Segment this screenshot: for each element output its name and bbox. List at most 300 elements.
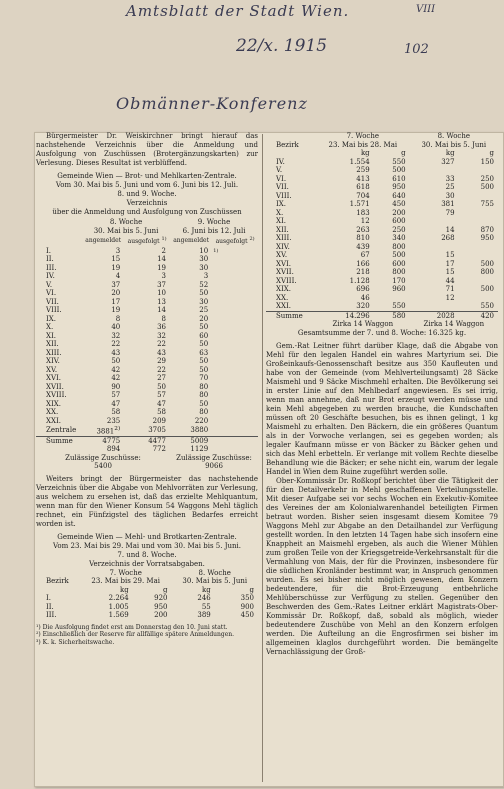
supply-row bbox=[266, 260, 498, 269]
row-label: XIII. bbox=[46, 348, 62, 357]
week8-header: 8. Woche bbox=[109, 218, 143, 226]
cell: 63 bbox=[199, 348, 209, 357]
section2-range: Vom 23. Mai bis 29. Mai und vom 30. Mai bis 5. Juni. bbox=[53, 541, 241, 550]
cell: 166 bbox=[356, 259, 370, 268]
cell bbox=[212, 391, 258, 400]
cell: 8 bbox=[161, 314, 167, 323]
rosskopf-paragraph: Ober-Kommissär Dr. Roßkopf berichtet über die Tätigkeit der für den Detailverkehr in Mehl geschaffenen Verteilungsstelle. Mit dieser Aufgabe sei vor sechs Wochen ein Exekutiv-Komitee des Vereines der am Kolonialwarenhandel beteiligten Firmen betraut worden. Bisher seien insgesamt diesem Komitee 79 Waggons Mehl zur Abgabe an den Detailhandel zur Verfügung gestellt worden. In den letzten 14 Tagen habe sich insofern eine Knappheit an Maismehl ergeben, als auch die Wiener Mühlen zum großen Teile von der Kriegsgetreide-Verkehrsanstalt für die Vermahlung von Mais, der für die Provinzen, insbesondere für die südlichen Kronländer bestimmt war, in Anspruch genommen wurden. Es sei bisher nicht möglich gewesen, dem Konzern bedeutendere, für die Brot-Erzeugung entbehrliche Mehlüberschüsse zur Verfügung zu stellen. Gegenüber den Beschwerden des Gem.-Rates Leitner erklärt Magistrats-Ober-Kommissär Dr. Roßkopf, daß, sobald als möglich, wieder bedeutendere Zuschübe von Mehl an den Konzern erfolgen werden. Die Aufteilung an die Engrosfirmen sei bisher im allgemeinen klaglos durchgeführt worden. Die bemängelte Vernachlässigung der Groß- bbox=[266, 476, 498, 656]
cell: 800 bbox=[392, 242, 406, 251]
cell bbox=[212, 323, 258, 332]
cell: 70 bbox=[199, 374, 209, 382]
intro-paragraph: Bürgermeister Dr. Weiskirchner bringt hierauf das nachstehende Verzeichnis über die Anmeldung und Ausfolgung von Zuschüssen (Brotergänzungskarten) zur Verlesung. Dieses Resultat ist verblüffend. bbox=[36, 132, 258, 167]
footnote-3: ³) K. k. Sicherheitswache. bbox=[36, 638, 115, 646]
cell: 25 bbox=[199, 306, 209, 314]
cell bbox=[212, 366, 258, 375]
cell: 14 bbox=[157, 306, 167, 314]
supply-row bbox=[266, 192, 498, 201]
cell: 235 bbox=[106, 416, 121, 425]
list-title: Verzeichnis bbox=[126, 199, 168, 207]
cell: 381 bbox=[441, 200, 455, 208]
supply-row bbox=[266, 294, 498, 303]
supply-table-right: 7. Woche 8. Woche Bezirk 23. Mai bis 28. Mai 30. Mai bis 5. Juni kg g kg g IV. 1.554 550 327 150 V. 259 500 VI. 413 610 33 250 VII. 618 950 25 500 VIII. 704 640 30 IX. 1.571 450 381 755 X. 183 200 79 XI. 12 600 XII. 263 250 14 870 XIII. 810 340 268 950 XIV. 439 800 XV. 67 500 15 XVI. 166 600 17 500 XVII. 218 800 15 800 XVIII. 1.128 170 44 XIX. 696 960 71 500 XX. 46 12 XXI. 320 550 550 Summe 14.296 580 2028 420 Zirka 14 Waggon Zirka 14 Waggon bbox=[266, 132, 498, 329]
cell: 79 bbox=[445, 208, 455, 217]
cell: 50 bbox=[111, 357, 121, 365]
cell: 209 bbox=[152, 416, 167, 425]
cell bbox=[459, 192, 498, 201]
allowance-table-body bbox=[36, 247, 258, 437]
cell: 17 bbox=[445, 259, 455, 268]
cell: 450 bbox=[392, 200, 406, 208]
cell bbox=[410, 302, 459, 311]
handwritten-date: 22/x. 1915 bbox=[236, 36, 328, 56]
row-label: IX. bbox=[46, 314, 56, 323]
supply-table-left-body bbox=[36, 594, 258, 620]
cell: 12 bbox=[445, 293, 455, 302]
row-label: XII. bbox=[276, 225, 289, 234]
cell bbox=[212, 425, 258, 436]
allowance-row bbox=[36, 306, 258, 315]
cell bbox=[212, 349, 258, 358]
supply-row bbox=[266, 243, 498, 252]
cell bbox=[459, 294, 498, 303]
handwritten-issue: VIII bbox=[416, 4, 436, 15]
cell: 50 bbox=[199, 340, 209, 348]
row-label: VIII. bbox=[276, 191, 292, 200]
cell: 17 bbox=[111, 297, 121, 306]
cell: 250 bbox=[480, 174, 494, 183]
cell: 263 bbox=[356, 225, 370, 234]
cell: 500 bbox=[392, 166, 406, 174]
col-angemeldet-2: angemeldet bbox=[173, 236, 210, 244]
cell: 2.264 bbox=[108, 594, 129, 603]
row-label: XXI. bbox=[276, 302, 291, 310]
cell: 15 bbox=[445, 251, 455, 259]
cell: 1.571 bbox=[349, 200, 370, 208]
cell: 550 bbox=[480, 302, 494, 310]
row-label: XVI. bbox=[276, 259, 292, 268]
cell: 14 bbox=[445, 225, 455, 234]
cell: 800 bbox=[480, 268, 494, 276]
allowance-row bbox=[36, 281, 258, 290]
cell bbox=[212, 298, 258, 307]
cell: 43 bbox=[111, 348, 121, 357]
cell bbox=[212, 264, 258, 273]
allowance-row bbox=[36, 298, 258, 307]
second-paragraph: Weiters bringt der Bürgermeister das nachstehende Verzeichnis über die Abgabe von Mehlvorräten zur Verlesung, aus welchem zu ersehen ist, daß das erzielte Mehlquantum, wenn man für den Wiener Konsum 54 Waggons Mehl täglich rechnet, ein Fünfzigstel des täglichen Bedarfes erreicht worden ist. bbox=[36, 474, 258, 528]
row-label: XI. bbox=[46, 331, 56, 340]
supply-row bbox=[266, 251, 498, 260]
allowance-row bbox=[36, 264, 258, 273]
cell: 500 bbox=[392, 251, 406, 259]
supply-row bbox=[36, 594, 258, 603]
cell bbox=[212, 383, 258, 392]
row-label: XVII. bbox=[276, 268, 294, 276]
cell: 320 bbox=[356, 302, 370, 310]
cell bbox=[459, 251, 498, 260]
cell: 183 bbox=[356, 208, 370, 217]
cell: 30 bbox=[199, 297, 209, 306]
cell: 47 bbox=[157, 399, 167, 408]
cell: 250 bbox=[392, 225, 406, 234]
allowance-row bbox=[36, 417, 258, 426]
allowance-row bbox=[36, 383, 258, 392]
supply-row bbox=[266, 166, 498, 175]
cell: 1.554 bbox=[349, 157, 370, 166]
cell: 42 bbox=[111, 365, 121, 374]
cell: 200 bbox=[392, 208, 406, 217]
cell bbox=[410, 243, 459, 252]
cell: 50 bbox=[199, 323, 209, 331]
cell: 220 bbox=[194, 416, 209, 425]
cell: 246 bbox=[197, 594, 211, 603]
list-subtitle: über die Anmeldung und Ausfolgung von Zuschüssen bbox=[52, 208, 242, 216]
row-label: XVII. bbox=[46, 382, 64, 391]
supply-row bbox=[266, 268, 498, 277]
cell: 57 bbox=[157, 391, 167, 399]
cell: 4 bbox=[115, 272, 121, 280]
cell: 58 bbox=[111, 408, 121, 416]
cell bbox=[212, 357, 258, 366]
cell: 30 bbox=[199, 263, 209, 272]
cell: 43 bbox=[157, 348, 167, 357]
cell: 33 bbox=[445, 174, 455, 183]
section1-weeks: 8. und 9. Woche. bbox=[117, 190, 177, 198]
row-label: XX. bbox=[276, 293, 289, 302]
allowance-row bbox=[36, 400, 258, 409]
allowance-row bbox=[36, 408, 258, 417]
row-label: XI. bbox=[276, 217, 286, 225]
cell: 25 bbox=[445, 183, 455, 191]
cell: 950 bbox=[154, 602, 168, 611]
cell: 10 bbox=[199, 246, 209, 255]
cell: 960 bbox=[392, 285, 406, 293]
supply-row bbox=[266, 234, 498, 243]
cell bbox=[212, 255, 258, 264]
allowance-zulaessig-label-row: Zulässige Zuschüsse: Zulässige Zuschüsse: bbox=[65, 453, 252, 462]
cell: 42 bbox=[111, 374, 121, 382]
row-label: IX. bbox=[276, 200, 286, 208]
allowance-zulaessig-value-row: 5400 9066 bbox=[94, 462, 223, 471]
cell: 19 bbox=[111, 263, 121, 272]
supply-table-title: Verzeichnis der Vorratsabgaben. bbox=[89, 559, 205, 568]
supply-row bbox=[266, 226, 498, 235]
cell: 259 bbox=[356, 166, 370, 174]
cell: 600 bbox=[392, 259, 406, 268]
cell bbox=[212, 281, 258, 290]
cell: 19 bbox=[111, 306, 121, 314]
cell: 1) bbox=[213, 247, 219, 254]
row-label: X. bbox=[46, 323, 54, 331]
cell bbox=[374, 294, 410, 303]
cell: 800 bbox=[392, 268, 406, 276]
cell bbox=[212, 306, 258, 315]
week9-range: 6. Juni bis 12. Juli bbox=[182, 226, 246, 235]
allowance-row bbox=[36, 247, 258, 256]
cell: 950 bbox=[392, 183, 406, 191]
cell: 52 bbox=[199, 280, 209, 289]
cell: 200 bbox=[154, 611, 168, 620]
allowance-row bbox=[36, 272, 258, 281]
row-label: XXI. bbox=[46, 416, 61, 425]
supply-sum-row: Summe 14.296 580 2028 420 bbox=[266, 311, 498, 320]
cell: 500 bbox=[480, 285, 494, 293]
cell: 57 bbox=[111, 391, 121, 399]
row-label: XV. bbox=[276, 251, 288, 259]
cell: 32 bbox=[157, 331, 167, 340]
cell: 350 bbox=[240, 594, 254, 603]
row-label: III. bbox=[46, 611, 57, 620]
row-label: VII. bbox=[46, 297, 59, 306]
cell: 22 bbox=[157, 340, 167, 348]
cell: 50 bbox=[199, 399, 209, 408]
cell: 30 bbox=[199, 255, 209, 263]
cell bbox=[459, 209, 498, 218]
cell: 610 bbox=[392, 174, 406, 183]
cell bbox=[212, 408, 258, 417]
allowance-row bbox=[36, 366, 258, 375]
cell: 600 bbox=[392, 217, 406, 225]
cell: 870 bbox=[480, 225, 494, 234]
row-label: XIV. bbox=[46, 357, 60, 365]
supply-table-left: 7. Woche 8. Woche Bezirk 23. Mai bis 29. Mai 30. Mai bis 5. Juni kg g kg g I. 2.264 920 246 350 II. 1.005 950 55 900 III. 1.569 200 389 450 bbox=[36, 569, 258, 620]
col-ausgefolgt-1: ausgefolgt $^{1)}$ bbox=[127, 236, 167, 245]
allowance-row bbox=[36, 323, 258, 332]
cell: 755 bbox=[480, 200, 494, 208]
left-column bbox=[36, 132, 258, 646]
cell: 3 bbox=[115, 246, 121, 255]
cell: 50 bbox=[199, 365, 209, 374]
cell bbox=[410, 166, 459, 175]
section1-range: Vom 30. Mai bis 5. Juni und vom 6. Juni bis 12. Juli. bbox=[55, 181, 239, 189]
section1-title: Gemeinde Wien — Brot- und Mehlkarten-Zentrale. bbox=[57, 172, 237, 180]
cell: 60 bbox=[199, 331, 209, 340]
footnote-1: ¹) Die Ausfolgung findet erst am Donnerstag den 10. Juni statt. bbox=[36, 623, 228, 631]
cell: 3880 bbox=[190, 426, 209, 435]
supply-table-right-body bbox=[266, 158, 498, 312]
row-label: II. bbox=[46, 255, 54, 263]
cell: 2 bbox=[161, 246, 167, 255]
row-label: V. bbox=[46, 280, 53, 289]
cell: 500 bbox=[480, 259, 494, 268]
supply-row bbox=[266, 285, 498, 294]
handwritten-page-ref: 102 bbox=[404, 42, 429, 57]
cell: 10 bbox=[157, 289, 167, 297]
row-label: XVI. bbox=[46, 374, 62, 382]
cell: 15 bbox=[445, 268, 455, 276]
cell: 50 bbox=[199, 357, 209, 365]
row-label: VI. bbox=[46, 289, 57, 297]
cell bbox=[212, 332, 258, 341]
allowance-table bbox=[36, 218, 258, 471]
footnote-2: ²) Einschließlich der Reserve für allfällige spätere Anmeldungen. bbox=[36, 631, 235, 639]
cell: 150 bbox=[480, 157, 494, 166]
row-label: I. bbox=[46, 246, 51, 255]
allowance-sum-row: Summe 4775 4477 5009 bbox=[36, 436, 258, 445]
row-label: XIX. bbox=[46, 399, 61, 408]
cell bbox=[212, 417, 258, 426]
allowance-row bbox=[36, 391, 258, 400]
cell: 46 bbox=[360, 293, 370, 302]
cell: 20 bbox=[111, 289, 121, 297]
row-label: XIX. bbox=[276, 285, 291, 293]
cell: 71 bbox=[445, 285, 455, 293]
cell: 500 bbox=[480, 183, 494, 191]
cell: 696 bbox=[356, 285, 370, 293]
cell: 12 bbox=[360, 217, 370, 225]
cell: 3705 bbox=[148, 426, 167, 435]
cell: 37 bbox=[111, 280, 121, 289]
cell: 389 bbox=[197, 611, 211, 620]
row-label: III. bbox=[46, 263, 57, 272]
row-label: Zentrale bbox=[46, 426, 77, 435]
row-label: II. bbox=[46, 602, 54, 611]
row-label: XVIII. bbox=[276, 276, 297, 285]
handwritten-title: Obmänner-Konferenz bbox=[116, 94, 308, 113]
row-label: IV. bbox=[46, 272, 55, 280]
cell: 37 bbox=[157, 280, 167, 289]
cell: 550 bbox=[392, 157, 406, 166]
cell: 50 bbox=[199, 289, 209, 297]
cell: 15 bbox=[111, 255, 121, 263]
row-label: X. bbox=[276, 208, 284, 217]
column-divider bbox=[262, 134, 263, 782]
cell: 55 bbox=[201, 602, 211, 611]
row-label: V. bbox=[276, 166, 283, 174]
cell bbox=[212, 315, 258, 324]
row-label: VI. bbox=[276, 174, 287, 183]
supply-waggon-row: Zirka 14 Waggon Zirka 14 Waggon bbox=[332, 320, 485, 328]
row-label: XIV. bbox=[276, 242, 290, 251]
cell: 640 bbox=[392, 191, 406, 200]
cell: 30 bbox=[445, 191, 455, 200]
row-label: XII. bbox=[46, 340, 59, 348]
section2-title: Gemeinde Wien — Mehl- und Brotkarten-Zentrale. bbox=[57, 532, 237, 541]
cell: 450 bbox=[240, 611, 254, 620]
cell: 22 bbox=[157, 365, 167, 374]
cell: 704 bbox=[356, 191, 370, 200]
cell: 900 bbox=[240, 602, 254, 611]
supply-row bbox=[36, 603, 258, 612]
cell bbox=[212, 272, 258, 281]
cell: 1.005 bbox=[108, 602, 129, 611]
cell: 218 bbox=[356, 268, 370, 276]
cell: 80 bbox=[199, 382, 209, 391]
row-label: XX. bbox=[46, 408, 59, 416]
allowance-row bbox=[36, 255, 258, 264]
allowance-row bbox=[36, 315, 258, 324]
supply-row bbox=[266, 158, 498, 167]
cell: 22 bbox=[111, 340, 121, 348]
cell: 920 bbox=[154, 594, 168, 603]
cell: 32 bbox=[111, 331, 121, 340]
cell: 413 bbox=[356, 174, 370, 183]
row-label: XV. bbox=[46, 365, 58, 374]
allowance-row bbox=[36, 349, 258, 358]
cell bbox=[459, 277, 498, 286]
handwritten-header: Amtsblatt der Stadt Wien. bbox=[126, 2, 350, 20]
supply-row bbox=[266, 175, 498, 184]
cell bbox=[212, 400, 258, 409]
cell: 550 bbox=[392, 302, 406, 310]
cell: 29 bbox=[157, 357, 167, 365]
supply-row bbox=[266, 209, 498, 218]
cell: 50 bbox=[157, 382, 167, 391]
supply-row bbox=[36, 611, 258, 620]
cell bbox=[459, 217, 498, 226]
supply-row bbox=[266, 302, 498, 311]
cell: 170 bbox=[392, 276, 406, 285]
supply-total: Gesamtsumme der 7. und 8. Woche: 16.325 kg. bbox=[297, 328, 467, 337]
cell: 8 bbox=[115, 314, 121, 323]
supply-row bbox=[266, 200, 498, 209]
cell bbox=[212, 340, 258, 349]
cell: 3 bbox=[161, 272, 167, 280]
allowance-row bbox=[36, 425, 258, 436]
allowance-extra-row: 894 772 1129 bbox=[106, 445, 209, 454]
cell: 268 bbox=[441, 234, 455, 242]
cell bbox=[212, 289, 258, 298]
week9-header: 9. Woche bbox=[197, 218, 231, 226]
cell: 14 bbox=[157, 255, 167, 263]
allowance-row bbox=[36, 289, 258, 298]
cell: 80 bbox=[199, 391, 209, 399]
cell bbox=[459, 166, 498, 175]
cell: 40 bbox=[111, 323, 121, 331]
cell: 20 bbox=[199, 314, 209, 323]
supply-row bbox=[266, 277, 498, 286]
supply-row bbox=[266, 183, 498, 192]
row-label: XIII. bbox=[276, 234, 292, 242]
cell: 327 bbox=[441, 157, 455, 166]
cell: 950 bbox=[480, 234, 494, 242]
col-angemeldet-1: angemeldet bbox=[85, 236, 122, 244]
row-label: VIII. bbox=[46, 306, 62, 314]
row-label: I. bbox=[46, 594, 51, 603]
allowance-row bbox=[36, 374, 258, 383]
cell: 19 bbox=[157, 263, 167, 272]
cell: 810 bbox=[356, 234, 370, 242]
row-label: IV. bbox=[276, 157, 285, 166]
col-ausgefolgt-2: ausgefolgt $^{2)}$ bbox=[215, 236, 255, 245]
cell: 90 bbox=[111, 382, 121, 391]
row-label: VII. bbox=[276, 183, 289, 191]
cell: 618 bbox=[356, 183, 370, 191]
footnote-marker: 2) bbox=[114, 426, 121, 432]
cell bbox=[459, 243, 498, 252]
cell: 47 bbox=[111, 399, 121, 408]
cell: 44 bbox=[445, 276, 455, 285]
cell: 1.128 bbox=[349, 276, 370, 285]
cell: 340 bbox=[392, 234, 406, 242]
cell: 13 bbox=[157, 297, 167, 306]
section2-weeks: 7. und 8. Woche. bbox=[117, 550, 177, 559]
cell: 439 bbox=[356, 242, 370, 251]
cell: 58 bbox=[157, 408, 167, 416]
allowance-row bbox=[36, 357, 258, 366]
week8-range: 30. Mai bis 5. Juni bbox=[93, 226, 159, 235]
cell: 80 bbox=[199, 408, 209, 416]
cell: 67 bbox=[360, 251, 370, 259]
cell: 36 bbox=[157, 323, 167, 331]
cell: 27 bbox=[157, 374, 167, 382]
allowance-row bbox=[36, 332, 258, 341]
cell: 3 bbox=[203, 272, 209, 280]
cell bbox=[410, 217, 459, 226]
leitner-paragraph: Gem.-Rat Leitner führt darüber Klage, daß die Abgabe von Mehl für den legalen Handel ein wahres Martyrium sei. Die Großeinkaufs-Genossenschaft besitze aus 350 Kaufleuten und habe von der Gemeinde (vom Mehlverteilungsamt) 28 Säcke Maismehl und 9 Säcke Mischmehl erhalten. Die Bevölkerung sei in erster Linie auf den Mehlbedarf angewiesen. Es sei irrig, wenn man annehme, daß nur Brot erzeugt werden müsse und kein Mehl abgegeben zu werden brauche, die Kundschaften müssen oft 20 Geschäfte besuchen, bis es ihnen gelingt, 1 kg Maismehl zu erhalten. Den Bäckern, die ein größeres Quantum als in der Vorwoche verlangen, sei es gegeben worden; als legaler Kaufmann müsse er von Bäcker zu Bäcker gehen und sich das Mehl erbetteln. Er verlange mit vollem Rechte dieselbe Behandlung wie die Bäcker; er sehe nicht ein, warum der legale Handel in Wien dem Ruine zugeführt werden solle. bbox=[266, 341, 498, 476]
cell bbox=[212, 374, 258, 383]
row-label: XVIII. bbox=[46, 391, 67, 399]
right-column bbox=[266, 132, 498, 657]
